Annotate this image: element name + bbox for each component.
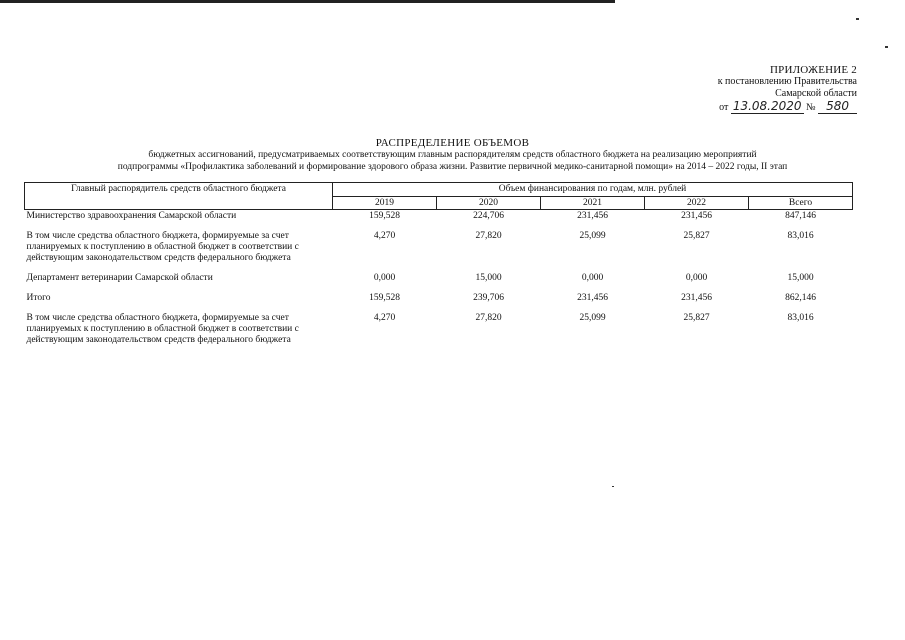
row-name: В том числе средства областного бюджета, формируемые за счет планируемых к поступлению в областной бюджет в соответствии с действующим законодательством средств федерального бюджета: [26, 231, 299, 263]
row-total: 862,146: [785, 293, 816, 303]
appendix-block: [657, 64, 857, 114]
year-header: 2020: [437, 196, 541, 210]
row-value: 231,456: [681, 293, 712, 303]
row-value: 4,270: [373, 313, 396, 323]
row-value: 27,820: [475, 231, 502, 241]
row-value: 25,099: [579, 313, 606, 323]
row-value: 25,827: [683, 231, 710, 241]
appendix-line-2: Самарской области: [775, 88, 857, 99]
scan-speck: [856, 18, 859, 20]
heading-title: РАСПРЕДЕЛЕНИЕ ОБЪЕМОВ: [375, 137, 530, 149]
table-row: [25, 292, 853, 305]
year-header: 2019: [333, 196, 437, 210]
table-row: [25, 312, 853, 347]
total-header: Всего: [749, 196, 853, 210]
row-value: 0,000: [373, 273, 396, 283]
handwritten-date: 13.08.2020: [732, 99, 802, 113]
heading-line-2: подпрограммы «Профилактика заболеваний и формирование здорового образа жизни. Развитие первичной медико-санитарной помощи» на 2014 – 2022 годы, II этап: [117, 162, 788, 172]
row-value: 15,000: [475, 273, 502, 283]
column-header-financing: Объем финансирования по годам, млн. рублей: [333, 183, 853, 197]
scan-speck: [885, 46, 888, 48]
top-border-line: [0, 0, 615, 3]
row-value: 25,099: [579, 231, 606, 241]
row-value: 159,528: [369, 211, 400, 221]
document-heading: [0, 137, 905, 173]
table-row: [25, 230, 853, 265]
row-value: 231,456: [577, 211, 608, 221]
table-row: [25, 210, 853, 224]
number-prefix: №: [806, 102, 816, 113]
row-name: Итого: [26, 293, 51, 303]
row-name: В том числе средства областного бюджета, формируемые за счет планируемых к поступлению в областной бюджет в соответствии с действующим законодательством средств федерального бюджета: [26, 313, 299, 345]
row-total: 15,000: [787, 273, 814, 283]
appendix-date-line: [657, 100, 857, 114]
row-total: 83,016: [787, 313, 814, 323]
date-prefix: от: [719, 102, 729, 113]
table-row: [25, 272, 853, 285]
appendix-line-1: к постановлению Правительства: [717, 76, 857, 87]
heading-line-1: бюджетных ассигнований, предусматриваемых соответствующим главным распорядителям средств областного бюджета на реализацию мероприятий: [148, 150, 757, 160]
column-header-distributor: Главный распорядитель средств областного бюджета: [25, 183, 333, 210]
row-value: 27,820: [475, 313, 502, 323]
row-value: 224,706: [473, 211, 504, 221]
handwritten-number: 580: [818, 99, 857, 114]
row-total: 83,016: [787, 231, 814, 241]
scan-speck: [612, 486, 614, 487]
row-name: Министерство здравоохранения Самарской области: [26, 211, 237, 221]
row-value: 4,270: [373, 231, 396, 241]
row-total: 847,146: [785, 211, 816, 221]
row-value: 231,456: [577, 293, 608, 303]
row-value: 0,000: [581, 273, 604, 283]
row-value: 159,528: [369, 293, 400, 303]
year-header: 2022: [645, 196, 749, 210]
row-value: 239,706: [473, 293, 504, 303]
row-value: 0,000: [685, 273, 708, 283]
year-header: 2021: [541, 196, 645, 210]
row-name: Департамент ветеринарии Самарской области: [26, 273, 213, 283]
appendix-title: ПРИЛОЖЕНИЕ 2: [770, 64, 857, 76]
row-value: 25,827: [683, 313, 710, 323]
budget-table: [24, 182, 853, 347]
row-value: 231,456: [681, 211, 712, 221]
